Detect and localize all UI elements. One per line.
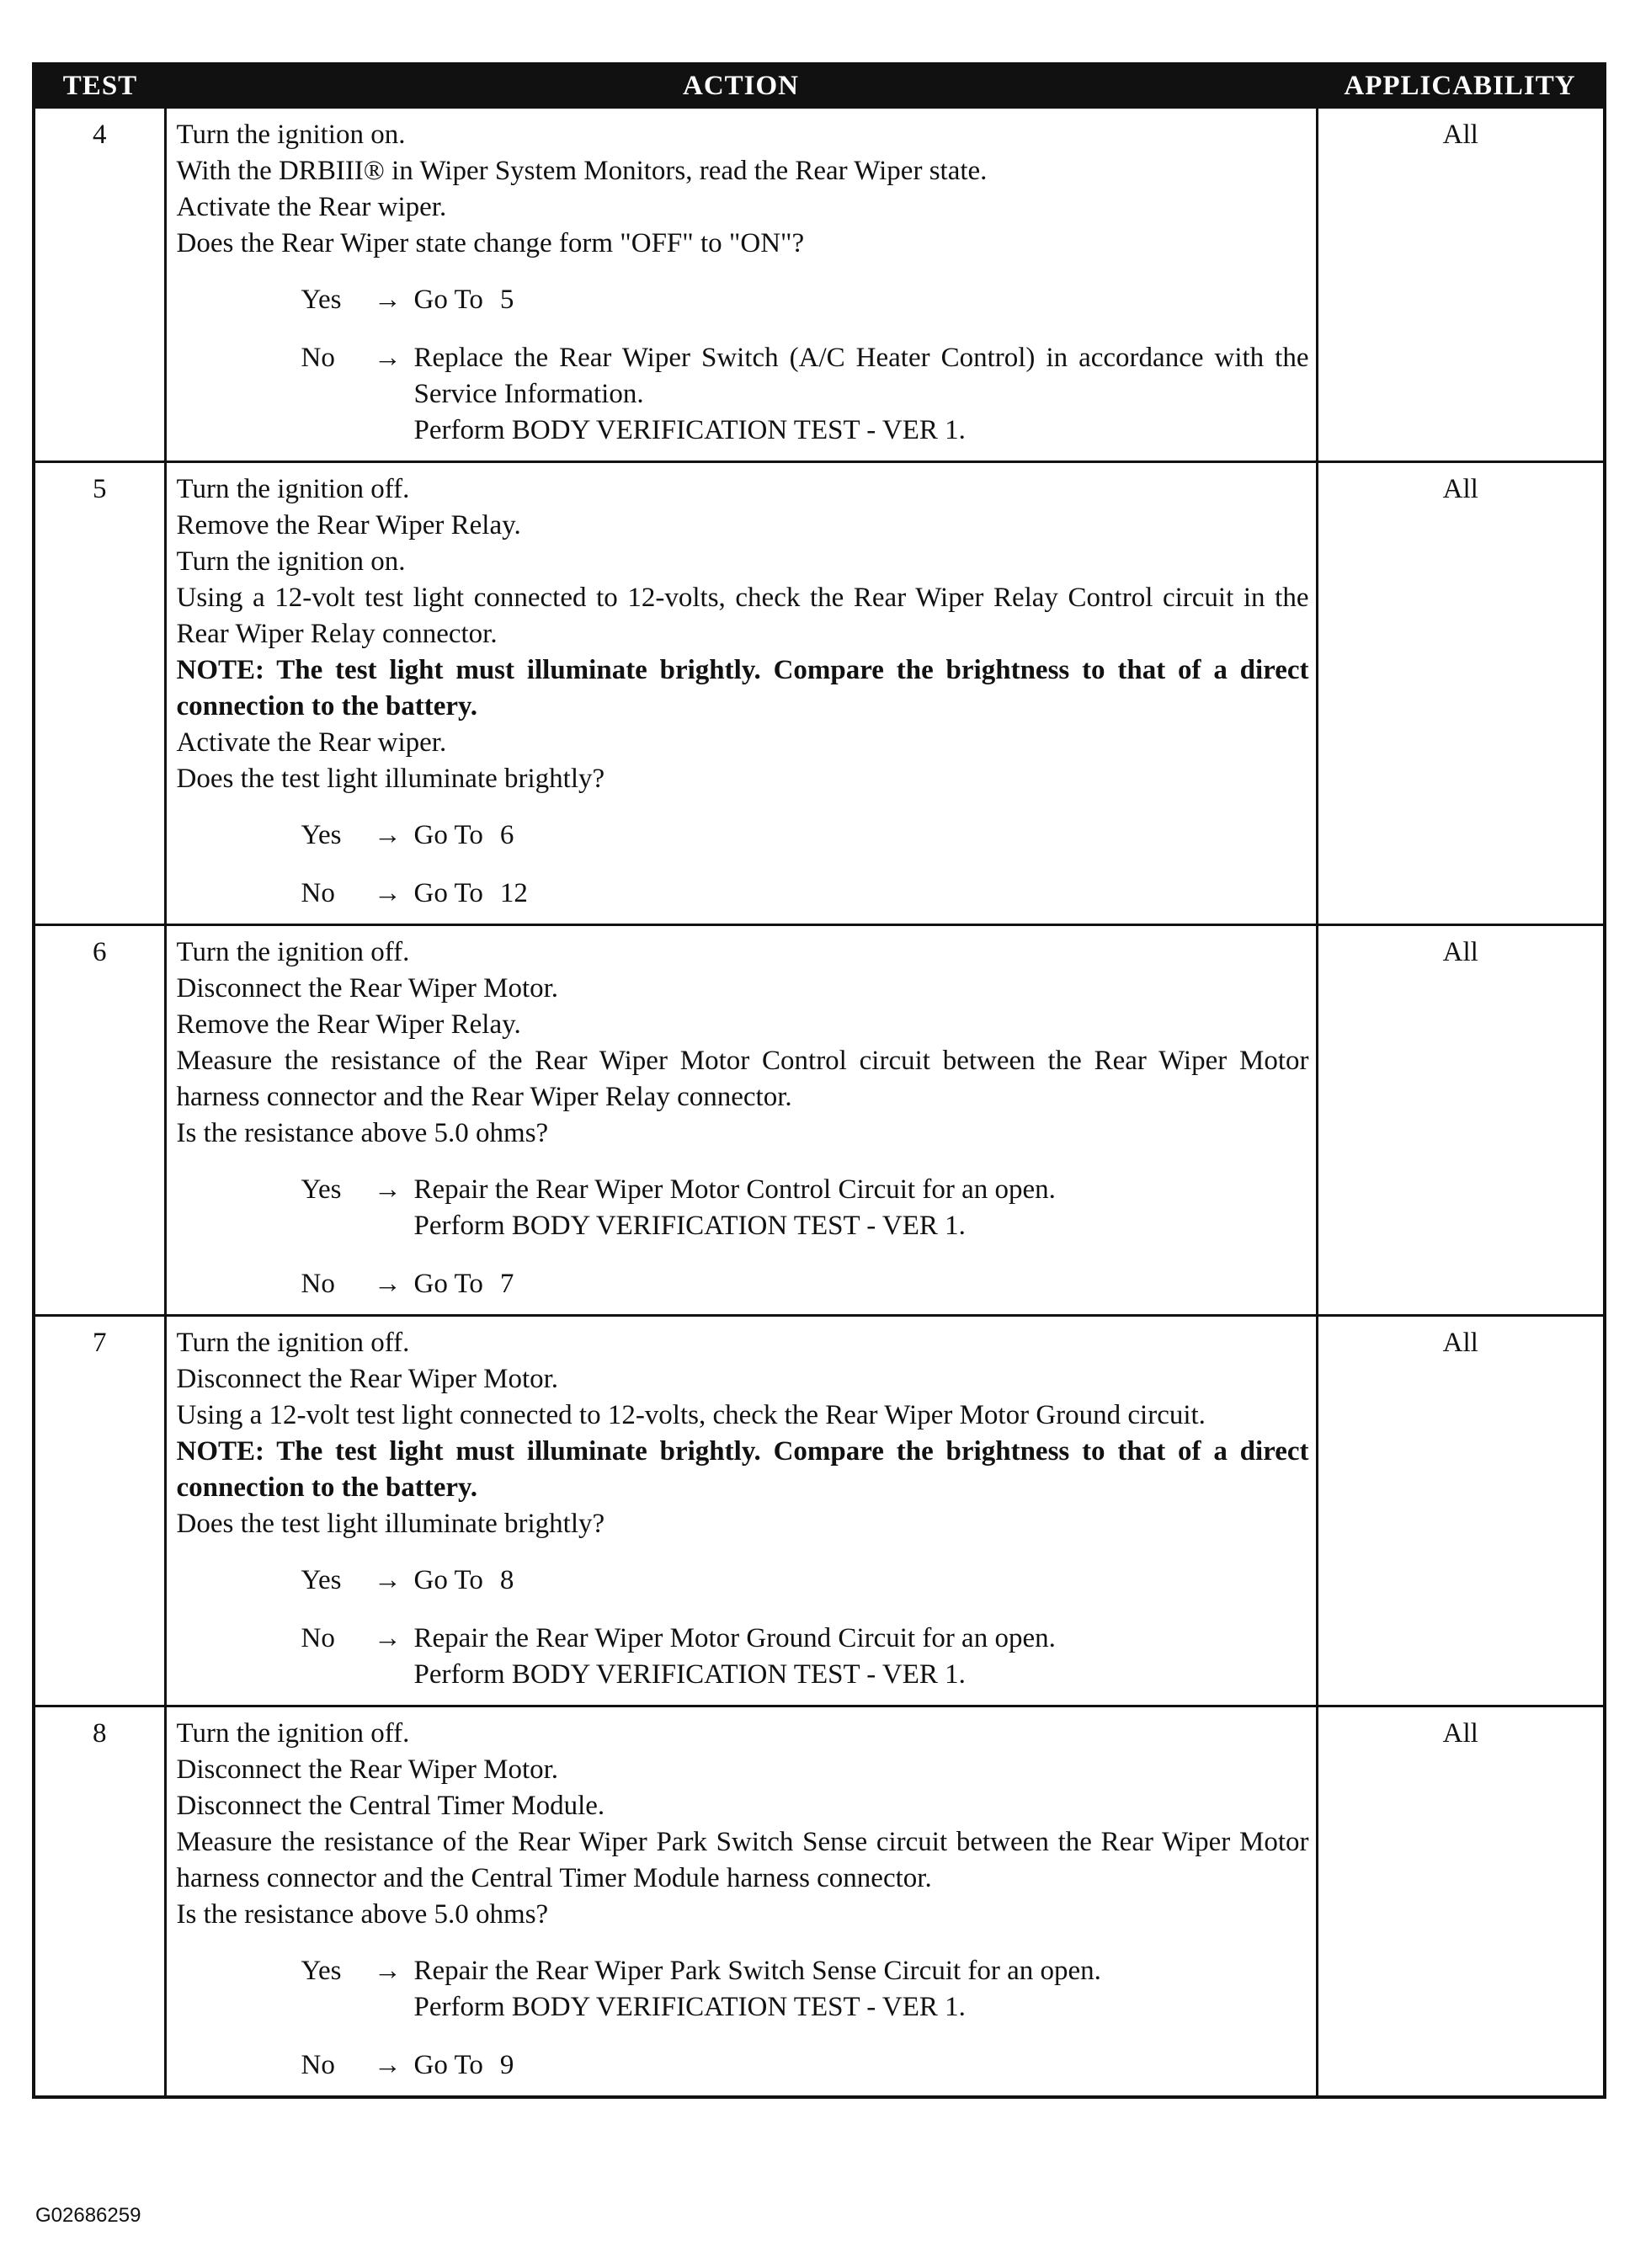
action-step: Activate the Rear wiper. (176, 192, 447, 222)
no-result (414, 1266, 1309, 1302)
go-to-label: Go To (413, 1565, 483, 1595)
arrow-icon: → (374, 1565, 402, 1595)
action-cell (165, 1316, 1317, 1706)
yes-outcome (301, 1172, 1309, 1244)
action-step: Using a 12-volt test light connected to 12-volts, check the Rear Wiper Motor Ground circuit. (176, 1400, 1206, 1430)
table-row (34, 108, 1605, 462)
note-text: NOTE: The test light must illuminate brightly. Compare the brightness to that of a direct connection to the battery. (176, 655, 1309, 721)
outcomes (177, 1563, 1309, 1693)
result-line: Perform BODY VERIFICATION TEST - VER 1. (413, 415, 966, 445)
arrow-icon: → (374, 1269, 402, 1299)
yes-label: Yes (301, 1565, 342, 1595)
arrow-icon: → (374, 285, 402, 315)
action-cell (165, 108, 1317, 462)
go-to-number: 7 (499, 1269, 514, 1299)
go-to-number: 8 (499, 1565, 514, 1595)
result-line: Repair the Rear Wiper Park Switch Sense Circuit for an open. (413, 1956, 1101, 1986)
outcomes (177, 1172, 1309, 1302)
no-result (414, 340, 1309, 449)
arrow-icon: → (374, 878, 402, 908)
result-line: Perform BODY VERIFICATION TEST - VER 1. (413, 1992, 966, 2022)
note-text: NOTE: The test light must illuminate brightly. Compare the brightness to that of a direct connection to the battery. (176, 1436, 1309, 1503)
go-to-number: 9 (499, 2050, 514, 2080)
table-row (34, 1706, 1605, 2098)
outcomes (177, 817, 1309, 912)
table-body (34, 108, 1605, 2098)
result-line: Perform BODY VERIFICATION TEST - VER 1. (413, 1211, 966, 1241)
table-row (34, 462, 1605, 925)
go-to-label: Go To (413, 820, 483, 850)
action-step: Disconnect the Rear Wiper Motor. (176, 1754, 559, 1785)
table-row (34, 1316, 1605, 1706)
yes-result (414, 817, 1309, 854)
arrow-icon: → (374, 820, 402, 850)
action-step: Measure the resistance of the Rear Wiper Park Switch Sense circuit between the Rear Wiper Motor harness connector and the Central Timer Module harness connector. (176, 1827, 1309, 1893)
go-to-label: Go To (413, 285, 483, 315)
no-result (414, 1621, 1309, 1693)
go-to-number: 12 (499, 878, 528, 908)
arrow-icon: → (374, 1623, 402, 1653)
action-cell (165, 1706, 1317, 2098)
yes-label: Yes (301, 1174, 342, 1205)
yes-label: Yes (301, 1956, 342, 1986)
applicability: All (1317, 1316, 1605, 1706)
header-applicability: APPLICABILITY (1317, 64, 1605, 108)
action-cell (165, 462, 1317, 925)
arrow-icon: → (374, 1956, 402, 1986)
test-number: 7 (34, 1316, 165, 1706)
result-line: Replace the Rear Wiper Switch (A/C Heater Control) in accordance with the Service Information. (413, 343, 1309, 409)
action-step: Turn the ignition off. (176, 1328, 410, 1358)
no-label: No (301, 343, 335, 373)
action-step: Turn the ignition on. (176, 120, 406, 150)
test-number: 5 (34, 462, 165, 925)
outcomes (177, 282, 1309, 449)
arrow-icon: → (374, 343, 402, 373)
action-step: Is the resistance above 5.0 ohms? (176, 1118, 549, 1148)
go-to-label: Go To (413, 1269, 483, 1299)
yes-outcome (301, 1953, 1309, 2026)
arrow-icon: → (374, 2050, 402, 2080)
action-step: Remove the Rear Wiper Relay. (176, 510, 521, 540)
action-step: Activate the Rear wiper. (176, 727, 447, 758)
no-outcome (301, 876, 1309, 912)
action-step: Is the resistance above 5.0 ohms? (176, 1899, 549, 1930)
table-row (34, 925, 1605, 1316)
action-step: Using a 12-volt test light connected to 12-volts, check the Rear Wiper Relay Control circuit in the Rear Wiper Relay connector. (176, 583, 1309, 649)
test-number: 4 (34, 108, 165, 462)
header-test: TEST (34, 64, 165, 108)
action-step: Disconnect the Central Timer Module. (176, 1791, 605, 1821)
yes-outcome (301, 282, 1309, 318)
applicability: All (1317, 1706, 1605, 2098)
yes-result (414, 1953, 1309, 2026)
go-to-number: 6 (499, 820, 514, 850)
no-label: No (301, 878, 335, 908)
applicability: All (1317, 462, 1605, 925)
diagnostic-test-table (32, 62, 1606, 2099)
no-label: No (301, 1269, 335, 1299)
yes-label: Yes (301, 285, 342, 315)
table-header-row (34, 64, 1605, 108)
test-number: 8 (34, 1706, 165, 2098)
figure-id: G02686259 (35, 2204, 141, 2227)
yes-result (414, 1563, 1309, 1599)
test-number: 6 (34, 925, 165, 1316)
result-line: Repair the Rear Wiper Motor Ground Circuit for an open. (413, 1623, 1056, 1653)
applicability: All (1317, 108, 1605, 462)
no-outcome (301, 1266, 1309, 1302)
go-to-label: Go To (413, 2050, 483, 2080)
result-line: Perform BODY VERIFICATION TEST - VER 1. (413, 1659, 966, 1690)
yes-result (414, 282, 1309, 318)
action-step: Turn the ignition off. (176, 474, 410, 504)
action-step: Does the test light illuminate brightly? (176, 764, 605, 794)
action-step: Remove the Rear Wiper Relay. (176, 1009, 521, 1040)
no-outcome (301, 2047, 1309, 2084)
yes-outcome (301, 1563, 1309, 1599)
action-step: Turn the ignition off. (176, 1718, 410, 1749)
action-cell (165, 925, 1317, 1316)
action-step: Does the test light illuminate brightly? (176, 1509, 605, 1539)
yes-outcome (301, 817, 1309, 854)
yes-result (414, 1172, 1309, 1244)
outcomes (177, 1953, 1309, 2084)
go-to-number: 5 (499, 285, 514, 315)
action-step: Turn the ignition off. (176, 937, 410, 967)
applicability: All (1317, 925, 1605, 1316)
yes-label: Yes (301, 820, 342, 850)
no-label: No (301, 1623, 335, 1653)
result-line: Repair the Rear Wiper Motor Control Circuit for an open. (413, 1174, 1056, 1205)
action-step: Measure the resistance of the Rear Wiper Motor Control circuit between the Rear Wiper Motor harness connector and the Rear Wiper Relay connector. (176, 1046, 1309, 1112)
no-outcome (301, 340, 1309, 449)
action-step: With the DRBIII® in Wiper System Monitors, read the Rear Wiper state. (176, 156, 988, 186)
no-outcome (301, 1621, 1309, 1693)
action-step: Does the Rear Wiper state change form "OFF" to "ON"? (176, 228, 805, 258)
header-action: ACTION (165, 64, 1317, 108)
no-label: No (301, 2050, 335, 2080)
no-result (414, 2047, 1309, 2084)
arrow-icon: → (374, 1174, 402, 1205)
go-to-label: Go To (413, 878, 483, 908)
no-result (414, 876, 1309, 912)
action-step: Disconnect the Rear Wiper Motor. (176, 973, 559, 1004)
action-step: Turn the ignition on. (176, 546, 406, 577)
action-step: Disconnect the Rear Wiper Motor. (176, 1364, 559, 1394)
